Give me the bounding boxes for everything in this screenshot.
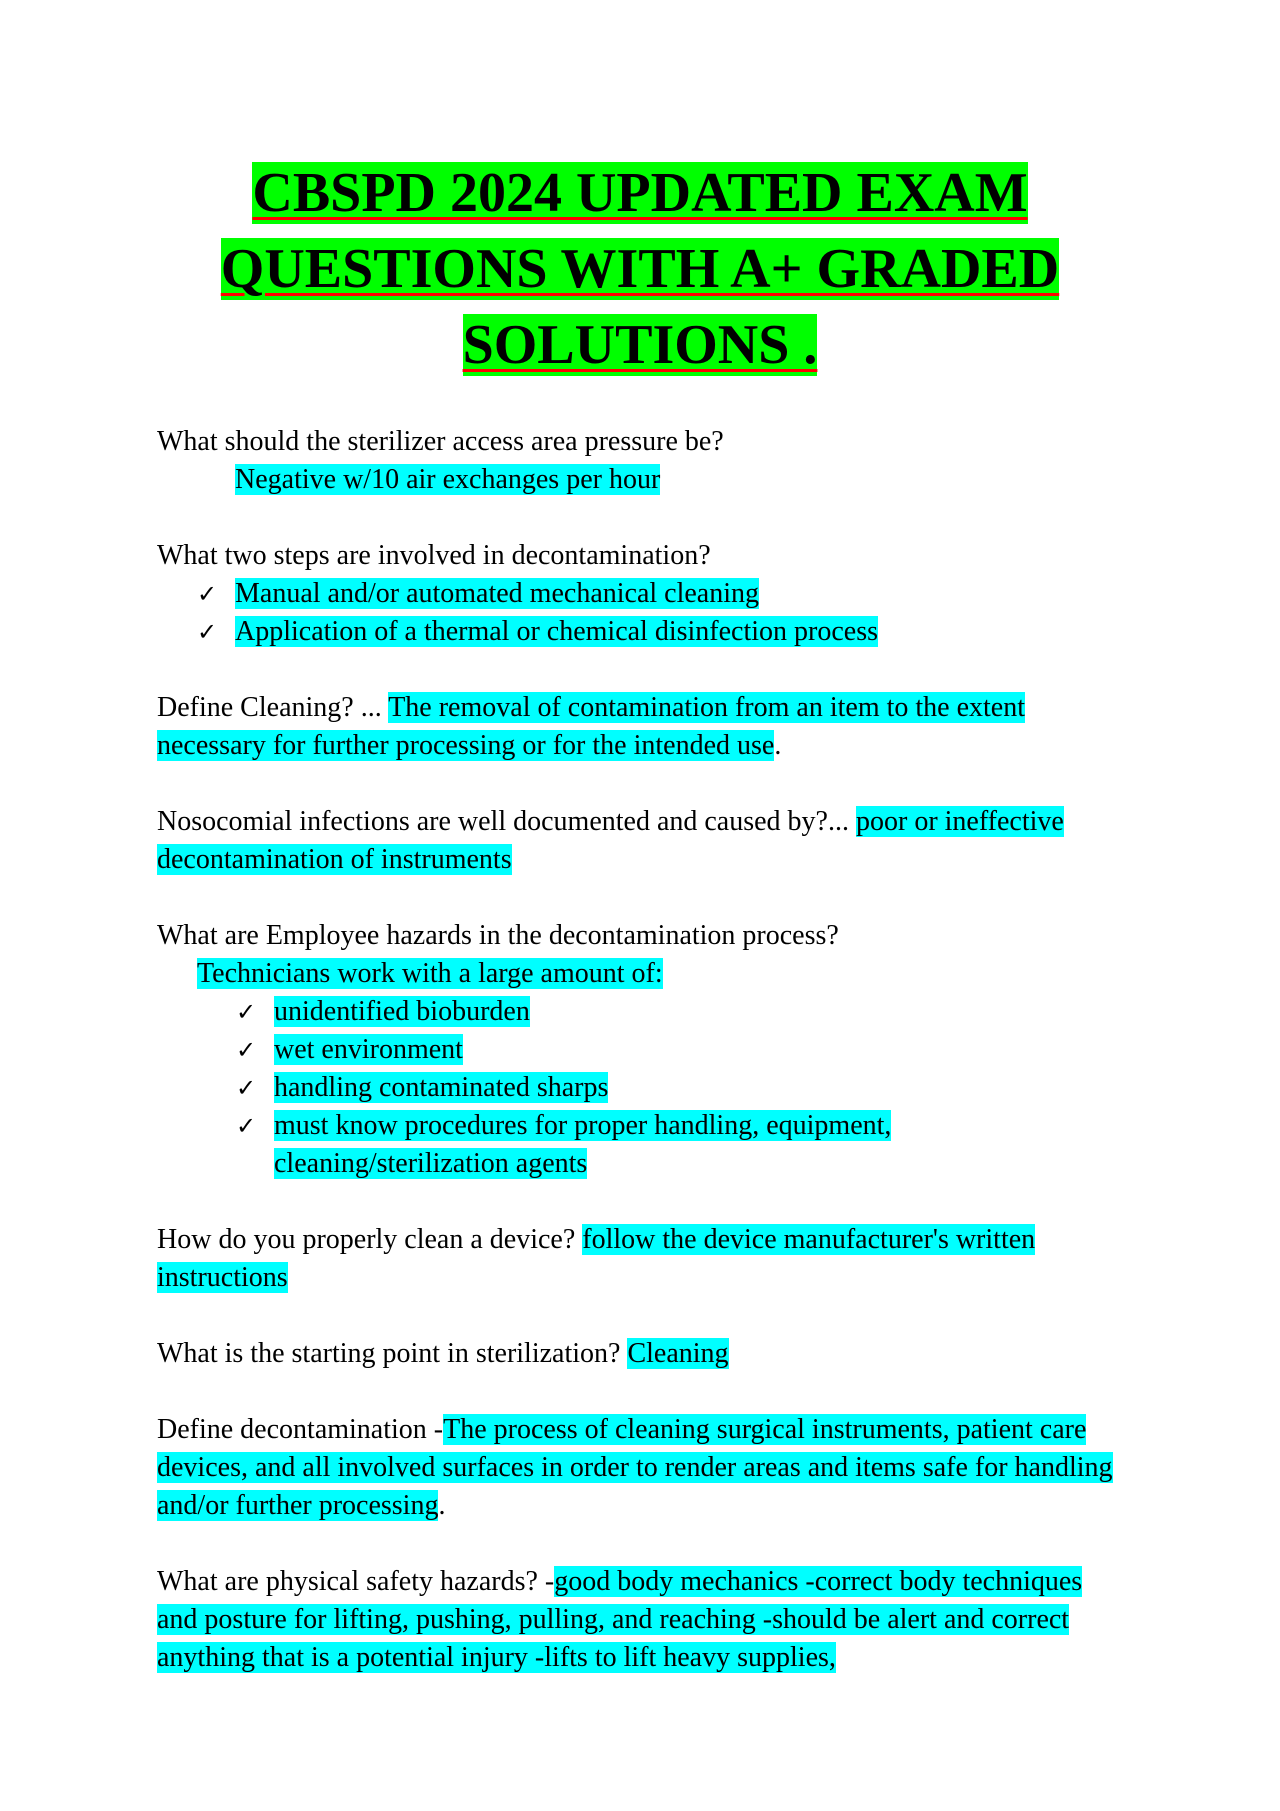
- question: What two steps are involved in decontamination?: [157, 540, 711, 571]
- answer: Cleaning: [627, 1338, 729, 1369]
- title-line-1: CBSPD 2024 UPDATED EXAM: [252, 162, 1028, 224]
- qa-block: [157, 1563, 1122, 1677]
- question: What is the starting point in sterilization?: [157, 1338, 628, 1369]
- qa-block: [157, 917, 1122, 1183]
- qa-block: [157, 537, 1122, 651]
- qa-block: [157, 689, 1122, 765]
- title-line-3: SOLUTIONS .: [462, 314, 818, 376]
- question: What are Employee hazards in the decontamination process?: [157, 920, 839, 951]
- qa-block: [157, 1411, 1122, 1525]
- question: How do you properly clean a device?: [157, 1224, 583, 1255]
- answer: follow the device manufacturer's written instructions: [157, 1224, 1036, 1293]
- question: Define Cleaning? ...: [157, 692, 389, 723]
- list-item: ✓ wet environment: [157, 1031, 1122, 1069]
- trailing-period: .: [438, 1490, 446, 1521]
- check-icon: ✓: [236, 1112, 257, 1140]
- answer-list: [157, 575, 1122, 651]
- answer-intro: Technicians work with a large amount of:: [197, 958, 663, 989]
- answer: The removal of contamination from an item to the extent necessary for further processing or for the intended use: [157, 692, 1025, 761]
- qa-block: [157, 1335, 1122, 1373]
- answer: The process of cleaning surgical instruments, patient care devices, and all involved surfaces in order to render areas and items safe for handling and/or further processing: [157, 1414, 1113, 1521]
- list-item: ✓ Application of a thermal or chemical disinfection process: [157, 613, 1122, 651]
- answer: good body mechanics -correct body techniques and posture for lifting, pushing, pulling, and reaching -should be alert and correct anything that is a potential injury -lifts to lift heavy supplies,: [157, 1566, 1083, 1673]
- list-item: ✓ unidentified bioburden: [157, 993, 1122, 1031]
- check-icon: ✓: [197, 618, 218, 646]
- list-item: ✓ Manual and/or automated mechanical cleaning: [157, 575, 1122, 613]
- answer-list: [157, 993, 1122, 1183]
- title-line-2: QUESTIONS WITH A+ GRADED: [220, 238, 1060, 300]
- question: What should the sterilizer access area pressure be?: [157, 426, 724, 457]
- qa-block: [157, 803, 1122, 879]
- check-icon: ✓: [236, 1074, 257, 1102]
- answer: Negative w/10 air exchanges per hour: [235, 464, 661, 495]
- question: Define decontamination -: [157, 1414, 444, 1445]
- list-item: ✓ handling contaminated sharps: [157, 1069, 1122, 1107]
- list-item: ✓ must know procedures for proper handling, equipment, cleaning/sterilization agents: [157, 1107, 1094, 1183]
- answer: poor or ineffective decontamination of instruments: [157, 806, 1064, 875]
- check-icon: ✓: [197, 580, 218, 608]
- check-icon: ✓: [236, 1036, 257, 1064]
- trailing-period: .: [774, 730, 782, 761]
- check-icon: ✓: [236, 998, 257, 1026]
- qa-block: [157, 423, 1122, 499]
- document-title: [150, 155, 1130, 383]
- qa-block: [157, 1221, 1122, 1297]
- document-body: [157, 423, 1122, 1715]
- question: Nosocomial infections are well documented and caused by?...: [157, 806, 856, 837]
- question: What are physical safety hazards? -: [157, 1566, 555, 1597]
